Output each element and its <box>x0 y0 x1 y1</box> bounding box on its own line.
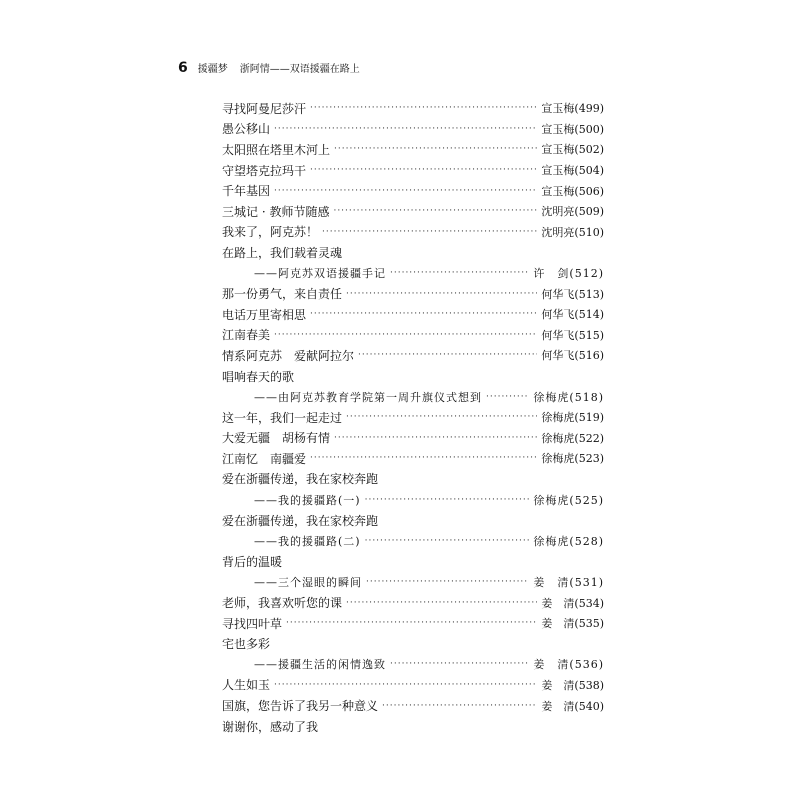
page-number: 6 <box>178 60 188 76</box>
toc-leader-dots <box>366 577 529 587</box>
toc-entry <box>222 613 604 634</box>
toc-entry <box>222 633 604 654</box>
toc-author-page: 宣玉梅(500) <box>541 122 604 136</box>
toc-title: 三城记 · 教师节随感 <box>222 204 330 219</box>
toc-author-page: 姜 清(534) <box>541 596 604 610</box>
toc-author-page: 何华飞(516) <box>541 349 604 363</box>
toc-author-page: 姜 清(540) <box>541 699 604 713</box>
toc-author-page: 许 剑(512) <box>533 267 604 281</box>
toc-title: 情系阿克苏 爱献阿拉尔 <box>222 348 355 363</box>
toc-title: 人生如玉 <box>222 678 271 693</box>
toc-leader-dots <box>274 124 537 134</box>
toc-entry <box>222 201 604 222</box>
toc-entry <box>222 695 604 716</box>
toc-entry <box>222 428 604 449</box>
running-header <box>178 60 360 76</box>
toc-entry <box>222 551 604 572</box>
toc-author-page: 徐梅虎(525) <box>533 493 604 507</box>
toc-leader-dots <box>365 495 530 505</box>
toc-leader-dots <box>334 433 537 443</box>
toc-author-page: 徐梅虎(528) <box>533 534 604 548</box>
book-subtitle: 浙阿情——双语援疆在路上 <box>239 64 360 75</box>
toc-title: 我来了，阿克苏！ <box>222 225 319 240</box>
toc-subtitle-row <box>222 654 604 675</box>
toc-subtitle: ——我的援疆路(一) <box>254 493 361 507</box>
toc-leader-dots <box>322 227 537 237</box>
toc-title: 大爱无疆 胡杨有情 <box>222 431 331 446</box>
toc-leader-dots <box>310 453 537 463</box>
book-title: 援疆梦 <box>197 64 228 75</box>
toc-title: 寻找四叶草 <box>222 616 283 631</box>
toc-author-page: 徐梅虎(523) <box>541 452 604 466</box>
toc-leader-dots <box>286 618 537 628</box>
toc-entry <box>222 304 604 325</box>
toc-author-page: 徐梅虎(519) <box>541 411 604 425</box>
toc-subtitle-row <box>222 489 604 510</box>
toc-leader-dots <box>358 350 537 360</box>
toc-author-page: 姜 清(531) <box>533 575 604 589</box>
toc-author-page: 姜 清(535) <box>541 617 604 631</box>
toc-title: 国旗，您告诉了我另一种意义 <box>222 699 379 714</box>
toc-leader-dots <box>390 659 529 669</box>
toc-author-page: 宣玉梅(499) <box>541 102 604 116</box>
toc-title: 愚公移山 <box>222 122 271 137</box>
toc-entry <box>222 119 604 140</box>
toc-title: 寻找阿曼尼莎汗 <box>222 101 307 116</box>
toc-entry <box>222 242 604 263</box>
toc-author-page: 姜 清(536) <box>533 658 604 672</box>
toc-leader-dots <box>365 536 530 546</box>
toc-leader-dots <box>310 309 537 319</box>
toc-leader-dots <box>274 680 537 690</box>
toc-title: 宅也多彩 <box>222 637 271 652</box>
toc-leader-dots <box>274 330 537 340</box>
toc-entry <box>222 160 604 181</box>
toc-author-page: 徐梅虎(522) <box>541 431 604 445</box>
toc-entry <box>222 407 604 428</box>
toc-author-page: 何华飞(515) <box>541 328 604 342</box>
toc-author-page: 沈明亮(509) <box>541 205 604 219</box>
toc-author-page: 何华飞(513) <box>541 287 604 301</box>
toc-title: 爱在浙疆传递，我在家校奔跑 <box>222 513 379 528</box>
toc-author-page: 宣玉梅(506) <box>541 184 604 198</box>
toc-leader-dots <box>486 392 529 402</box>
toc-author-page: 宣玉梅(504) <box>541 164 604 178</box>
toc-title: 谢谢你，感动了我 <box>222 719 319 734</box>
toc-title: 太阳照在塔里木河上 <box>222 142 331 157</box>
toc-entry <box>222 345 604 366</box>
toc-author-page: 宣玉梅(502) <box>541 143 604 157</box>
toc-title: 守望塔克拉玛干 <box>222 163 307 178</box>
toc-entry <box>222 716 604 737</box>
toc-entry <box>222 366 604 387</box>
toc-leader-dots <box>382 701 537 711</box>
toc-leader-dots <box>346 289 537 299</box>
toc-subtitle-row <box>222 386 604 407</box>
toc-leader-dots <box>274 186 537 196</box>
toc-author-page: 沈明亮(510) <box>541 225 604 239</box>
table-of-contents <box>222 98 604 736</box>
toc-leader-dots <box>346 598 537 608</box>
toc-subtitle-row <box>222 572 604 593</box>
toc-subtitle: ——三个湿眼的瞬间 <box>254 575 362 589</box>
toc-entry <box>222 592 604 613</box>
toc-leader-dots <box>310 103 537 113</box>
toc-title: 在路上，我们载着灵魂 <box>222 245 343 260</box>
toc-leader-dots <box>310 165 537 175</box>
toc-title: 江南春美 <box>222 328 271 343</box>
toc-entry <box>222 675 604 696</box>
toc-entry <box>222 448 604 469</box>
toc-title: 背后的温暖 <box>222 554 283 569</box>
toc-title: 老师，我喜欢听您的课 <box>222 596 343 611</box>
toc-leader-dots <box>390 268 529 278</box>
toc-entry <box>222 510 604 531</box>
toc-title: 千年基因 <box>222 184 271 199</box>
toc-title: 电话万里寄相思 <box>222 307 307 322</box>
toc-leader-dots <box>333 206 537 216</box>
toc-subtitle: ——由阿克苏教育学院第一周升旗仪式想到 <box>254 390 482 404</box>
toc-entry <box>222 139 604 160</box>
toc-title: 那一份勇气，来自责任 <box>222 287 343 302</box>
toc-leader-dots <box>346 412 537 422</box>
toc-subtitle-row <box>222 530 604 551</box>
toc-entry <box>222 283 604 304</box>
toc-leader-dots <box>334 144 537 154</box>
toc-subtitle: ——我的援疆路(二) <box>254 534 361 548</box>
toc-author-page: 姜 清(538) <box>541 678 604 692</box>
toc-entry <box>222 180 604 201</box>
toc-author-page: 徐梅虎(518) <box>533 390 604 404</box>
toc-subtitle-row <box>222 263 604 284</box>
toc-title: 唱响春天的歌 <box>222 369 295 384</box>
toc-entry <box>222 98 604 119</box>
toc-title: 江南忆 南疆爱 <box>222 451 307 466</box>
toc-title: 爱在浙疆传递，我在家校奔跑 <box>222 472 379 487</box>
toc-author-page: 何华飞(514) <box>541 308 604 322</box>
toc-subtitle: ——援疆生活的闲情逸致 <box>254 658 386 672</box>
toc-entry <box>222 222 604 243</box>
toc-title: 这一年，我们一起走过 <box>222 410 343 425</box>
toc-subtitle: ——阿克苏双语援疆手记 <box>254 267 386 281</box>
toc-entry <box>222 469 604 490</box>
toc-entry <box>222 325 604 346</box>
